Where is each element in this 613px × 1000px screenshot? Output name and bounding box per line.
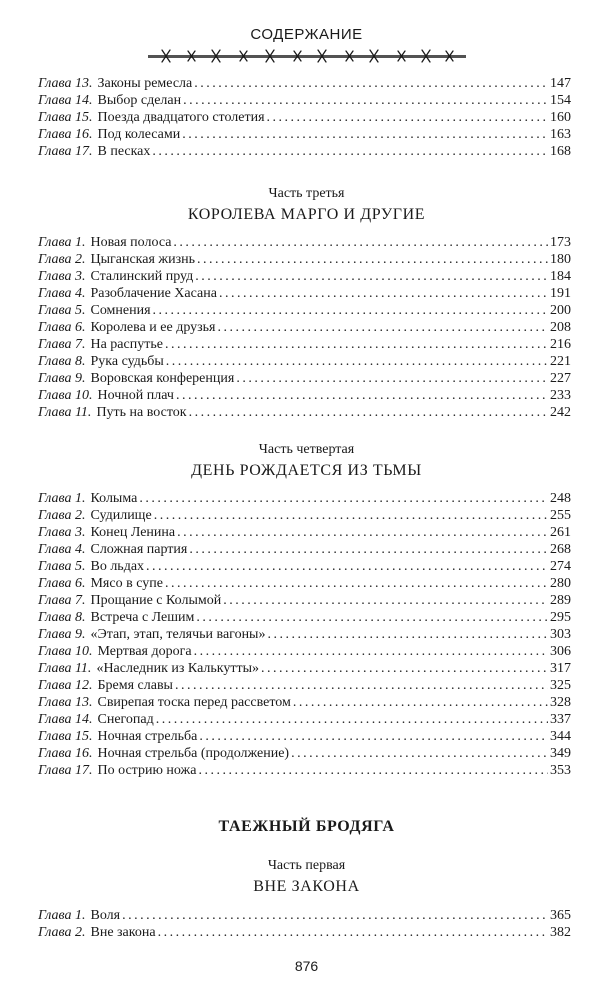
chapter-title: Путь на восток	[96, 405, 187, 420]
toc-entry[interactable]	[38, 285, 571, 302]
chapter-label: Глава 11.	[38, 405, 92, 420]
leader-dots	[194, 643, 548, 660]
chapter-label: Глава 9.	[38, 627, 86, 642]
toc-entry[interactable]	[38, 660, 571, 677]
page-ref: 303	[550, 627, 571, 642]
page-ref: 382	[550, 925, 571, 940]
leader-dots	[166, 353, 548, 370]
leader-dots	[199, 728, 548, 745]
chapter-label: Глава 15.	[38, 110, 93, 125]
toc-entry[interactable]	[38, 92, 571, 109]
toc-entry[interactable]	[38, 541, 571, 558]
chapter-title: Законы ремесла	[97, 76, 193, 91]
chapter-label: Глава 6.	[38, 576, 86, 591]
toc-entry[interactable]	[38, 762, 571, 779]
chapter-title: Сомнения	[90, 303, 151, 318]
chapter-title: На распутье	[90, 337, 163, 352]
chapter-label: Глава 2.	[38, 925, 86, 940]
chapter-label: Глава 16.	[38, 746, 93, 761]
chapter-title: Ночная стрельба	[97, 729, 198, 744]
leader-dots	[139, 490, 548, 507]
toc-section-2	[38, 234, 571, 421]
chapter-label: Глава 14.	[38, 93, 93, 108]
toc-entry[interactable]	[38, 592, 571, 609]
leader-dots	[177, 524, 548, 541]
part-title: КОРОЛЕВА МАРГО И ДРУГИЕ	[187, 206, 426, 223]
page-ref: 242	[550, 405, 571, 420]
leader-dots	[165, 575, 548, 592]
leader-dots	[165, 336, 548, 353]
chapter-label: Глава 17.	[38, 144, 93, 159]
part-label: Часть четвертая	[258, 442, 355, 457]
toc-entry[interactable]	[38, 234, 571, 251]
toc-entry[interactable]	[38, 677, 571, 694]
leader-dots	[194, 75, 548, 92]
leader-dots	[267, 109, 548, 126]
page-ref: 160	[550, 110, 571, 125]
toc-entry[interactable]	[38, 370, 571, 387]
chapter-label: Глава 7.	[38, 593, 86, 608]
leader-dots	[219, 285, 548, 302]
toc-entry[interactable]	[38, 353, 571, 370]
toc-entry[interactable]	[38, 404, 571, 421]
toc-entry[interactable]	[38, 490, 571, 507]
toc-entry[interactable]	[38, 336, 571, 353]
leader-dots	[196, 609, 548, 626]
toc-entry[interactable]	[38, 268, 571, 285]
chapter-title: В песках	[97, 144, 151, 159]
chapter-label: Глава 1.	[38, 235, 86, 250]
chapter-title: По острию ножа	[97, 763, 197, 778]
chapter-title: Ночной плач	[97, 388, 174, 403]
page-ref: 184	[550, 269, 571, 284]
chapter-title: Выбор сделан	[97, 93, 182, 108]
leader-dots	[189, 541, 548, 558]
chapter-label: Глава 15.	[38, 729, 93, 744]
chapter-label: Глава 7.	[38, 337, 86, 352]
chapter-title: Разоблачение Хасана	[90, 286, 217, 301]
part-title: ВНЕ ЗАКОНА	[253, 878, 360, 895]
chapter-label: Глава 9.	[38, 371, 86, 386]
chapter-title: Колыма	[90, 491, 138, 506]
page-ref: 168	[550, 144, 571, 159]
chapter-title: «Этап, этап, телячьи вагоны»	[90, 627, 266, 642]
page-ref: 268	[550, 542, 571, 557]
page-ref: 163	[550, 127, 571, 142]
toc-entry[interactable]	[38, 302, 571, 319]
chapter-label: Глава 17.	[38, 763, 93, 778]
page-ref: 344	[550, 729, 571, 744]
leader-dots	[261, 660, 548, 677]
leader-dots	[176, 387, 548, 404]
toc-entry[interactable]	[38, 319, 571, 336]
chapter-label: Глава 6.	[38, 320, 86, 335]
toc-entry[interactable]	[38, 507, 571, 524]
leader-dots	[153, 302, 548, 319]
page-ref: 280	[550, 576, 571, 591]
chapter-label: Глава 3.	[38, 525, 86, 540]
chapter-title: Королева и ее друзья	[90, 320, 216, 335]
page-ref: 227	[550, 371, 571, 386]
chapter-title: Воля	[90, 908, 121, 923]
leader-dots	[293, 694, 548, 711]
chapter-label: Глава 1.	[38, 491, 86, 506]
chapter-title: Прощание с Колымой	[90, 593, 222, 608]
leader-dots	[267, 626, 548, 643]
page-ref: 261	[550, 525, 571, 540]
page-ref: 274	[550, 559, 571, 574]
chapter-title: Цыганская жизнь	[90, 252, 195, 267]
toc-entry[interactable]	[38, 694, 571, 711]
chapter-label: Глава 11.	[38, 661, 92, 676]
leader-dots	[182, 126, 548, 143]
chapter-title: Ночная стрельба (продолжение)	[97, 746, 290, 761]
chapter-title: Под колесами	[97, 127, 181, 142]
page-ref: 317	[550, 661, 571, 676]
page-ref: 248	[550, 491, 571, 506]
toc-entry[interactable]	[38, 907, 571, 924]
toc-entry[interactable]	[38, 109, 571, 126]
page-ref: 328	[550, 695, 571, 710]
leader-dots	[189, 404, 548, 421]
page-number: 876	[294, 958, 319, 974]
page-ref: 289	[550, 593, 571, 608]
chapter-label: Глава 4.	[38, 542, 86, 557]
chapter-title: Снегопад	[97, 712, 154, 727]
leader-dots	[175, 677, 548, 694]
page-ref: 233	[550, 388, 571, 403]
toc-entry[interactable]	[38, 728, 571, 745]
leader-dots	[198, 762, 548, 779]
toc-entry[interactable]	[38, 251, 571, 268]
toc-entry[interactable]	[38, 558, 571, 575]
chapter-title: Мясо в супе	[90, 576, 163, 591]
page-ref: 349	[550, 746, 571, 761]
page-ref: 216	[550, 337, 571, 352]
chapter-title: Новая полоса	[90, 235, 172, 250]
leader-dots	[158, 924, 548, 941]
page-ref: 221	[550, 354, 571, 369]
toc-entry[interactable]	[38, 711, 571, 728]
chapter-title: Судилище	[90, 508, 152, 523]
page-ref: 306	[550, 644, 571, 659]
chapter-title: Сложная партия	[90, 542, 188, 557]
chapter-title: Встреча с Лешим	[90, 610, 195, 625]
page-ref: 200	[550, 303, 571, 318]
chapter-title: Мертвая дорога	[97, 644, 192, 659]
toc-entry[interactable]	[38, 143, 571, 160]
leader-dots	[146, 558, 548, 575]
chapter-title: Вне закона	[90, 925, 156, 940]
page-ref: 295	[550, 610, 571, 625]
leader-dots	[154, 507, 548, 524]
chapter-label: Глава 13.	[38, 76, 93, 91]
leader-dots	[223, 592, 548, 609]
toc-entry[interactable]	[38, 643, 571, 660]
leader-dots	[236, 370, 548, 387]
chapter-label: Глава 12.	[38, 678, 93, 693]
chapter-title: Рука судьбы	[90, 354, 164, 369]
barbed-wire-ornament	[148, 46, 466, 66]
chapter-title: Сталинский пруд	[90, 269, 194, 284]
leader-dots	[122, 907, 548, 924]
chapter-label: Глава 4.	[38, 286, 86, 301]
leader-dots	[156, 711, 548, 728]
running-header: СОДЕРЖАНИЕ	[250, 26, 363, 43]
chapter-label: Глава 13.	[38, 695, 93, 710]
chapter-label: Глава 5.	[38, 303, 86, 318]
chapter-label: Глава 2.	[38, 508, 86, 523]
chapter-label: Глава 10.	[38, 644, 93, 659]
toc-entry[interactable]	[38, 126, 571, 143]
page-ref: 365	[550, 908, 571, 923]
leader-dots	[218, 319, 549, 336]
toc-section-1	[38, 75, 571, 160]
leader-dots	[195, 268, 548, 285]
toc-entry[interactable]	[38, 387, 571, 404]
book-title: ТАЕЖНЫЙ БРОДЯГА	[218, 818, 395, 835]
toc-entry[interactable]	[38, 745, 571, 762]
toc-entry[interactable]	[38, 609, 571, 626]
page-ref: 353	[550, 763, 571, 778]
toc-entry[interactable]	[38, 575, 571, 592]
chapter-label: Глава 8.	[38, 610, 86, 625]
toc-entry[interactable]	[38, 626, 571, 643]
chapter-title: Свирепая тоска перед рассветом	[97, 695, 291, 710]
leader-dots	[197, 251, 548, 268]
chapter-title: Поезда двадцатого столетия	[97, 110, 265, 125]
toc-section-4	[38, 907, 571, 941]
page-ref: 208	[550, 320, 571, 335]
chapter-label: Глава 5.	[38, 559, 86, 574]
page-ref: 147	[550, 76, 571, 91]
page-ref: 337	[550, 712, 571, 727]
page-ref: 255	[550, 508, 571, 523]
part-title: ДЕНЬ РОЖДАЕТСЯ ИЗ ТЬМЫ	[191, 462, 422, 479]
chapter-label: Глава 3.	[38, 269, 86, 284]
chapter-title: Бремя славы	[97, 678, 173, 693]
chapter-label: Глава 10.	[38, 388, 93, 403]
toc-entry[interactable]	[38, 75, 571, 92]
part-label: Часть первая	[267, 858, 346, 873]
leader-dots	[173, 234, 548, 251]
chapter-title: «Наследник из Калькутты»	[96, 661, 260, 676]
page-ref: 191	[550, 286, 571, 301]
chapter-label: Глава 1.	[38, 908, 86, 923]
toc-section-3	[38, 490, 571, 779]
leader-dots	[152, 143, 548, 160]
page-ref: 180	[550, 252, 571, 267]
chapter-title: Во льдах	[90, 559, 145, 574]
chapter-label: Глава 14.	[38, 712, 93, 727]
page-ref: 173	[550, 235, 571, 250]
toc-entry[interactable]	[38, 924, 571, 941]
leader-dots	[291, 745, 548, 762]
chapter-label: Глава 2.	[38, 252, 86, 267]
toc-entry[interactable]	[38, 524, 571, 541]
chapter-label: Глава 16.	[38, 127, 93, 142]
leader-dots	[183, 92, 548, 109]
chapter-title: Воровская конференция	[90, 371, 235, 386]
page-ref: 154	[550, 93, 571, 108]
chapter-label: Глава 8.	[38, 354, 86, 369]
page-ref: 325	[550, 678, 571, 693]
part-label: Часть третья	[268, 186, 345, 201]
chapter-title: Конец Ленина	[90, 525, 176, 540]
